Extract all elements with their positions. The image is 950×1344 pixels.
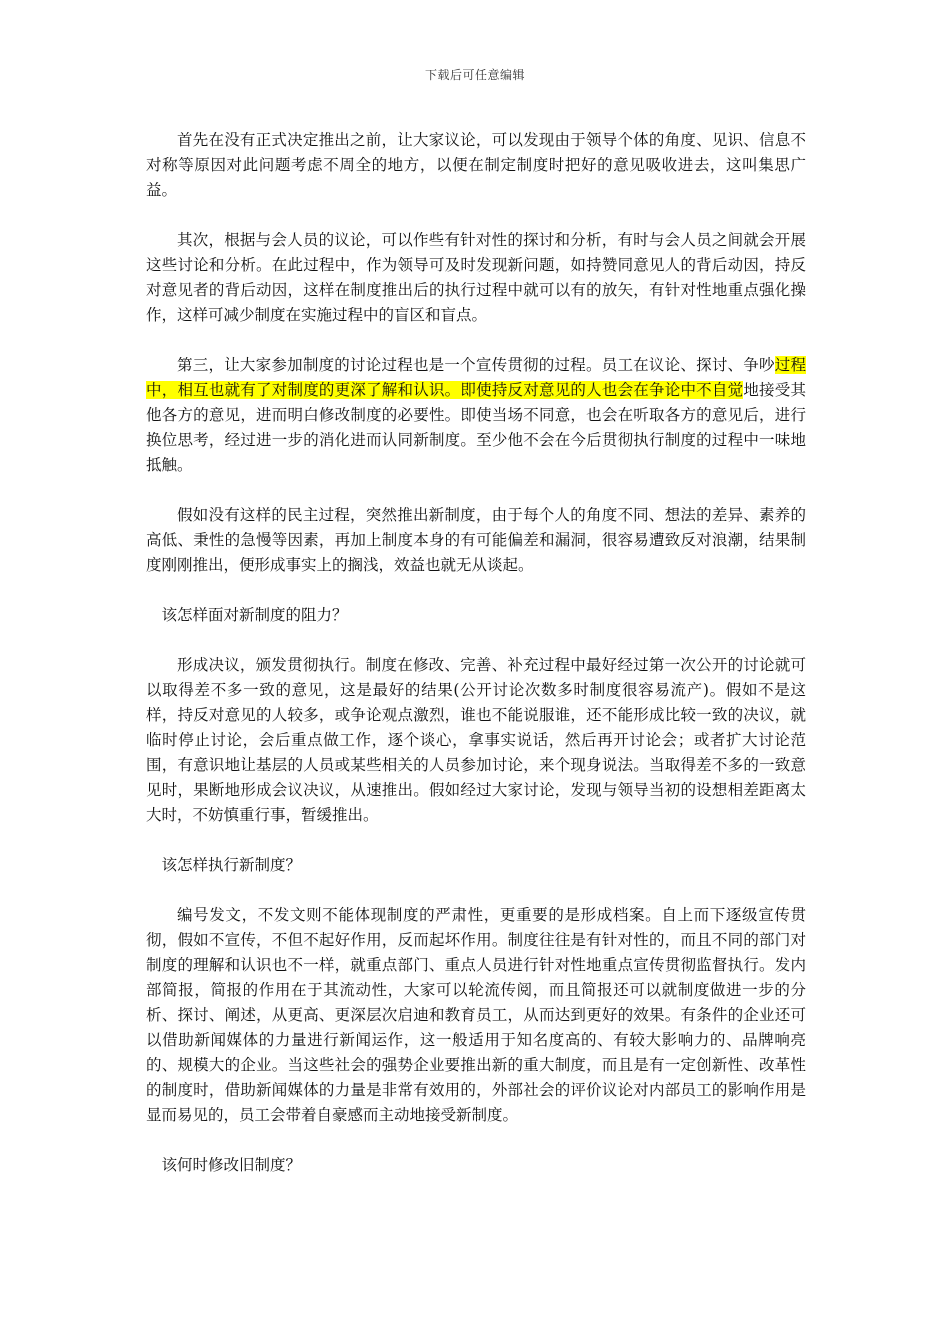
- paragraph-6: 编号发文，不发文则不能体现制度的严肃性，更重要的是形成档案。自上而下逐级宣传贯彻，假如不宣传，不但不起好作用，反而起坏作用。制度往往是有针对性的，而且不同的部门对制度的理解和认识也不一样，就重点部门、重点人员进行针对性地重点宣传贯彻监督执行。发内部简报，简报的作用在于其流动性，大家可以轮流传阅，而且简报还可以就制度做进一步的分析、探讨、阐述，从更高、更深层次启迪和教育员工，从而达到更好的效果。有条件的企业还可以借助新闻媒体的力量进行新闻运作，这一般适用于知名度高的、有较大影响力的、品牌响亮的、规模大的企业。当这些社会的强势企业要推出新的重大制度，而且是有一定创新性、改革性的制度时，借助新闻媒体的力量是非常有效用的，外部社会的评价议论对内部员工的影响作用是显而易见的，员工会带着自豪感而主动地接受新制度。: [146, 906, 806, 1124]
- paragraph-3-end: 地接受其他各方的意见，进而明白修改制度的必要性。即使当场不同意，也会在听取各方的意见后，进行换位思考，经过进一步的消化进而认同新制度。至少他不会在今后贯彻执行制度的过程中一味地抵触。: [146, 381, 806, 474]
- paragraph-3-start: 第三，让大家参加制度的讨论过程也是一个宣传贯彻的过程。员工在议论、探讨、争吵: [177, 356, 775, 374]
- paragraph-1: 首先在没有正式决定推出之前，让大家议论，可以发现由于领导个体的角度、见识、信息不对称等原因对此问题考虑不周全的地方，以便在制定制度时把好的意见吸收进去，这叫集思广益。: [146, 131, 806, 199]
- question-heading-1: 该怎样面对新制度的阻力？: [161, 606, 348, 624]
- document-body: [146, 128, 806, 1203]
- paragraph-2: 其次，根据与会人员的议论，可以作些有针对性的探讨和分析，有时与会人员之间就会开展这些讨论和分析。在此过程中，作为领导可及时发现新问题，如持赞同意见人的背后动因，持反对意见者的背后动因，这样在制度推出后的执行过程中就可以有的放矢，有针对性地重点强化操作，这样可减少制度在实施过程中的盲区和盲点。: [146, 231, 806, 324]
- paragraph-5: 形成决议，颁发贯彻执行。制度在修改、完善、补充过程中最好经过第一次公开的讨论就可以取得差不多一致的意见，这是最好的结果(公开讨论次数多时制度很容易流产)。假如不是这样，持反对意见的人较多，或争论观点激烈，谁也不能说服谁，还不能形成比较一致的决议，就临时停止讨论，会后重点做工作，逐个谈心，拿事实说话，然后再开讨论会；或者扩大讨论范围，有意识地让基层的人员或某些相关的人员参加讨论，来个现身说法。当取得差不多的一致意见时，果断地形成会议决议，从速推出。假如经过大家讨论，发现与领导当初的设想相差距离太大时，不妨慎重行事，暂缓推出。: [146, 656, 806, 824]
- question-heading-2: 该怎样执行新制度？: [161, 856, 302, 874]
- highlighted-text: 过程中，相互也就有了对制度的更深了解和认识。即使持反对意见的人也会在争论中不自觉: [146, 356, 806, 399]
- question-heading-3: 该何时修改旧制度？: [161, 1156, 302, 1174]
- paragraph-3: [146, 353, 806, 478]
- page-header: 下载后可任意编辑: [424, 68, 525, 82]
- paragraph-4: 假如没有这样的民主过程，突然推出新制度，由于每个人的角度不同、想法的差异、素养的高低、秉性的急慢等因素，再加上制度本身的有可能偏差和漏洞，很容易遭致反对浪潮，结果制度刚刚推出，便形成事实上的搁浅，效益也就无从谈起。: [146, 506, 806, 574]
